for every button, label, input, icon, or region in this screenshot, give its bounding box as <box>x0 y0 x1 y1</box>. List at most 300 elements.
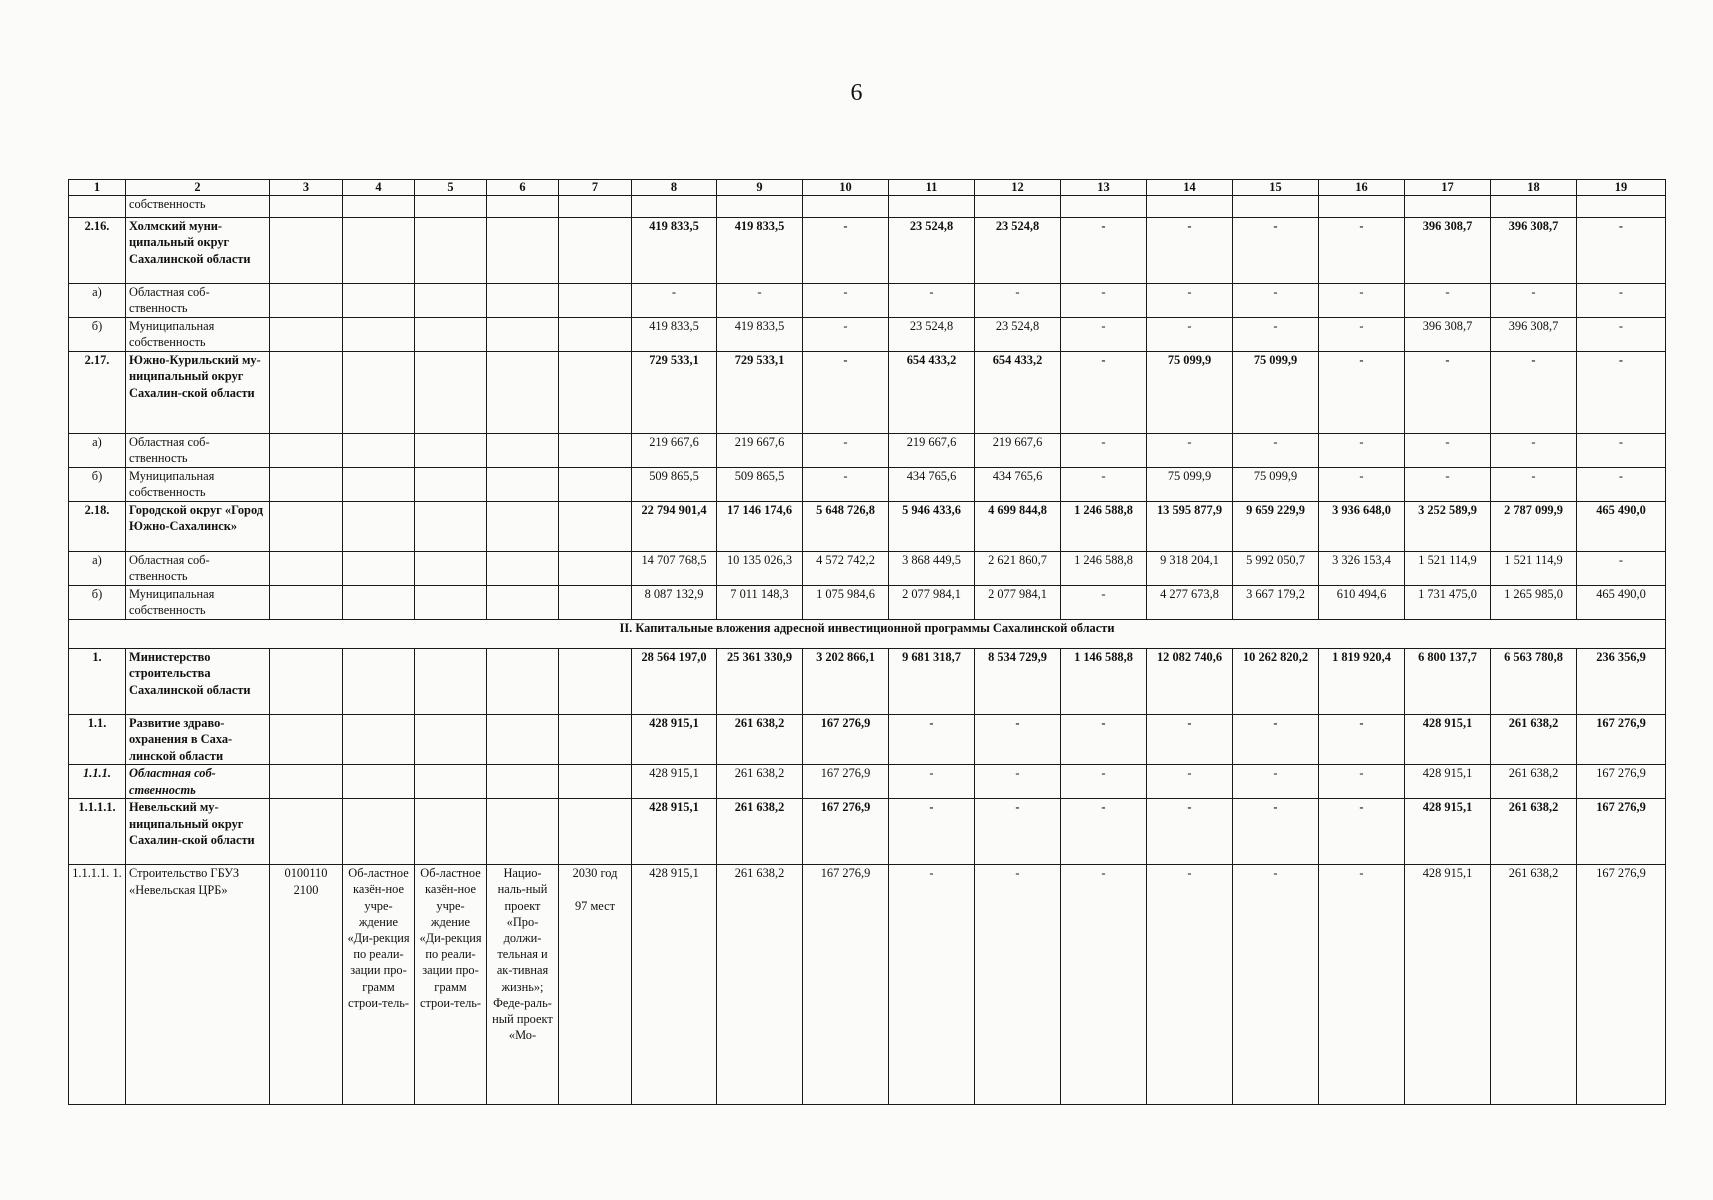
value-cell-col-15: 9 659 229,9 <box>1233 502 1319 552</box>
value-cell-col-16: - <box>1319 434 1405 468</box>
empty-cell <box>415 649 487 715</box>
column-number-16: 16 <box>1319 180 1405 196</box>
value-cell-col-18: 261 638,2 <box>1491 765 1577 799</box>
value-cell-col-16: - <box>1319 318 1405 352</box>
empty-cell <box>343 649 415 715</box>
value-cell-col-10: 3 202 866,1 <box>803 649 889 715</box>
row-name: Развитие здраво-охранения в Саха-линской области <box>126 715 270 765</box>
value-cell-col-17: 6 800 137,7 <box>1405 649 1491 715</box>
column-number-1: 1 <box>69 180 126 196</box>
value-cell-col-11: - <box>889 715 975 765</box>
value-cell-col-17: 396 308,7 <box>1405 218 1491 284</box>
value-cell-col-17: - <box>1405 284 1491 318</box>
row-name: Невельский му-ниципальный округ Сахалин-ской области <box>126 799 270 865</box>
empty-cell <box>270 715 343 765</box>
value-cell-col-11: 23 524,8 <box>889 218 975 284</box>
column-number-10: 10 <box>803 180 889 196</box>
row-number: б) <box>69 586 126 620</box>
value-cell-col-11: 219 667,6 <box>889 434 975 468</box>
value-cell-col-10: - <box>803 284 889 318</box>
empty-cell <box>415 284 487 318</box>
empty-cell <box>559 468 632 502</box>
value-cell-col-19: 236 356,9 <box>1577 649 1666 715</box>
value-cell-col-12: 654 433,2 <box>975 352 1061 434</box>
value-cell-col-19: - <box>1577 284 1666 318</box>
column-number-2: 2 <box>126 180 270 196</box>
value-cell-col-9: 7 011 148,3 <box>717 586 803 620</box>
column-number-4: 4 <box>343 180 415 196</box>
value-cell-col-14: 75 099,9 <box>1147 468 1233 502</box>
value-cell-col-13: - <box>1061 218 1147 284</box>
empty-cell <box>343 218 415 284</box>
empty-cell <box>415 715 487 765</box>
value-cell-col-18: 261 638,2 <box>1491 799 1577 865</box>
row-number: 1.1.1.1. 1. <box>69 865 126 1105</box>
value-cell-col-19: - <box>1577 352 1666 434</box>
empty-cell <box>487 218 559 284</box>
value-cell-col-13: 1 246 588,8 <box>1061 552 1147 586</box>
value-cell-col-10: - <box>803 218 889 284</box>
empty-cell <box>487 586 559 620</box>
empty-cell <box>343 284 415 318</box>
empty-cell <box>270 586 343 620</box>
value-cell-col-14: 13 595 877,9 <box>1147 502 1233 552</box>
value-cell-col-15: 75 099,9 <box>1233 352 1319 434</box>
table-row <box>69 865 1666 1105</box>
table-row <box>69 352 1666 434</box>
value-cell-col-16: - <box>1319 865 1405 1105</box>
row-name: Строительство ГБУЗ «Невельская ЦРБ» <box>126 865 270 1105</box>
empty-cell <box>270 552 343 586</box>
value-cell-col-9: 261 638,2 <box>717 765 803 799</box>
value-cell-col-18 <box>1491 196 1577 218</box>
value-cell-col-19: 167 276,9 <box>1577 865 1666 1105</box>
empty-cell <box>415 586 487 620</box>
value-cell-col-11: 9 681 318,7 <box>889 649 975 715</box>
empty-cell <box>415 502 487 552</box>
empty-cell <box>343 799 415 865</box>
value-cell-col-15: - <box>1233 318 1319 352</box>
value-cell-col-15: - <box>1233 218 1319 284</box>
column-number-15: 15 <box>1233 180 1319 196</box>
empty-cell <box>343 552 415 586</box>
empty-cell <box>559 196 632 218</box>
empty-cell <box>343 196 415 218</box>
value-cell-col-19: - <box>1577 434 1666 468</box>
column-number-7: 7 <box>559 180 632 196</box>
value-cell-col-8: 219 667,6 <box>632 434 717 468</box>
row-name: Областная соб-ственность <box>126 284 270 318</box>
value-cell-col-19: - <box>1577 552 1666 586</box>
empty-cell <box>343 468 415 502</box>
value-cell-col-17: 1 731 475,0 <box>1405 586 1491 620</box>
value-cell-col-19: 167 276,9 <box>1577 765 1666 799</box>
empty-cell <box>487 649 559 715</box>
developer-cell: Об-ластное казён-ное учре-ждение «Ди-рекция по реали-зации про-грамм строи-тель- <box>415 865 487 1105</box>
column-number-11: 11 <box>889 180 975 196</box>
row-name: собственность <box>126 196 270 218</box>
table-row <box>69 218 1666 284</box>
value-cell-col-8: - <box>632 284 717 318</box>
value-cell-col-19: 465 490,0 <box>1577 586 1666 620</box>
value-cell-col-11: 434 765,6 <box>889 468 975 502</box>
empty-cell <box>559 552 632 586</box>
empty-cell <box>487 196 559 218</box>
value-cell-col-19: 465 490,0 <box>1577 502 1666 552</box>
empty-cell <box>343 502 415 552</box>
value-cell-col-18: 396 308,7 <box>1491 218 1577 284</box>
value-cell-col-10: 167 276,9 <box>803 715 889 765</box>
value-cell-col-9: 419 833,5 <box>717 218 803 284</box>
empty-cell <box>415 799 487 865</box>
value-cell-col-18: - <box>1491 434 1577 468</box>
column-number-12: 12 <box>975 180 1061 196</box>
value-cell-col-14: - <box>1147 284 1233 318</box>
value-cell-col-15: 3 667 179,2 <box>1233 586 1319 620</box>
table-row <box>69 468 1666 502</box>
row-name: Городской округ «Город Южно-Сахалинск» <box>126 502 270 552</box>
value-cell-col-8: 428 915,1 <box>632 765 717 799</box>
column-number-5: 5 <box>415 180 487 196</box>
empty-cell <box>270 649 343 715</box>
value-cell-col-12: 23 524,8 <box>975 218 1061 284</box>
empty-cell <box>487 434 559 468</box>
value-cell-col-11: - <box>889 799 975 865</box>
customer-cell: Об-ластное казён-ное учре-ждение «Ди-рекция по реали-зации про-грамм строи-тель- <box>343 865 415 1105</box>
empty-cell <box>559 502 632 552</box>
empty-cell <box>343 765 415 799</box>
value-cell-col-17 <box>1405 196 1491 218</box>
value-cell-col-16: 3 936 648,0 <box>1319 502 1405 552</box>
value-cell-col-18: 396 308,7 <box>1491 318 1577 352</box>
value-cell-col-13: 1 246 588,8 <box>1061 502 1147 552</box>
column-number-18: 18 <box>1491 180 1577 196</box>
row-number: 1.1. <box>69 715 126 765</box>
empty-cell <box>415 765 487 799</box>
value-cell-col-9: 261 638,2 <box>717 715 803 765</box>
value-cell-col-15: 10 262 820,2 <box>1233 649 1319 715</box>
empty-cell <box>559 318 632 352</box>
value-cell-col-16: - <box>1319 284 1405 318</box>
value-cell-col-11: - <box>889 865 975 1105</box>
value-cell-col-15: - <box>1233 765 1319 799</box>
column-number-row <box>69 180 1666 196</box>
page-number: 6 <box>850 80 863 106</box>
value-cell-col-12: 219 667,6 <box>975 434 1061 468</box>
value-cell-col-15: - <box>1233 284 1319 318</box>
column-number-17: 17 <box>1405 180 1491 196</box>
row-name: Областная соб-ственность <box>126 765 270 799</box>
value-cell-col-13: - <box>1061 586 1147 620</box>
empty-cell <box>487 468 559 502</box>
value-cell-col-14: 9 318 204,1 <box>1147 552 1233 586</box>
empty-cell <box>415 196 487 218</box>
empty-cell <box>415 218 487 284</box>
value-cell-col-17: 428 915,1 <box>1405 765 1491 799</box>
value-cell-col-10: 167 276,9 <box>803 799 889 865</box>
value-cell-col-12: 2 077 984,1 <box>975 586 1061 620</box>
value-cell-col-14: - <box>1147 715 1233 765</box>
empty-cell <box>343 318 415 352</box>
value-cell-col-13: - <box>1061 284 1147 318</box>
value-cell-col-17: 3 252 589,9 <box>1405 502 1491 552</box>
value-cell-col-19: 167 276,9 <box>1577 799 1666 865</box>
value-cell-col-12: - <box>975 799 1061 865</box>
value-cell-col-18: 261 638,2 <box>1491 865 1577 1105</box>
row-number: б) <box>69 468 126 502</box>
row-name: Южно-Курильский му-ниципальный округ Сахалин-ской области <box>126 352 270 434</box>
value-cell-col-13: - <box>1061 765 1147 799</box>
value-cell-col-9: 261 638,2 <box>717 865 803 1105</box>
table-row <box>69 649 1666 715</box>
value-cell-col-15: - <box>1233 434 1319 468</box>
value-cell-col-8: 419 833,5 <box>632 218 717 284</box>
empty-cell <box>559 284 632 318</box>
empty-cell <box>270 434 343 468</box>
value-cell-col-16: - <box>1319 352 1405 434</box>
value-cell-col-15: - <box>1233 715 1319 765</box>
value-cell-col-18: 1 265 985,0 <box>1491 586 1577 620</box>
value-cell-col-17: 428 915,1 <box>1405 865 1491 1105</box>
value-cell-col-14: 75 099,9 <box>1147 352 1233 434</box>
value-cell-col-9: 25 361 330,9 <box>717 649 803 715</box>
value-cell-col-14: - <box>1147 799 1233 865</box>
value-cell-col-13: - <box>1061 799 1147 865</box>
table-row <box>69 586 1666 620</box>
value-cell-col-13 <box>1061 196 1147 218</box>
value-cell-col-9: 17 146 174,6 <box>717 502 803 552</box>
value-cell-col-10: 5 648 726,8 <box>803 502 889 552</box>
table-row <box>69 318 1666 352</box>
value-cell-col-8: 22 794 901,4 <box>632 502 717 552</box>
value-cell-col-14: - <box>1147 765 1233 799</box>
value-cell-col-11: - <box>889 765 975 799</box>
empty-cell <box>415 318 487 352</box>
empty-cell <box>343 715 415 765</box>
empty-cell <box>487 352 559 434</box>
empty-cell <box>487 765 559 799</box>
empty-cell <box>343 352 415 434</box>
row-number: а) <box>69 434 126 468</box>
value-cell-col-13: - <box>1061 715 1147 765</box>
value-cell-col-9: 10 135 026,3 <box>717 552 803 586</box>
value-cell-col-8: 428 915,1 <box>632 799 717 865</box>
value-cell-col-15: - <box>1233 799 1319 865</box>
column-number-19: 19 <box>1577 180 1666 196</box>
empty-cell <box>559 799 632 865</box>
value-cell-col-18: 261 638,2 <box>1491 715 1577 765</box>
empty-cell <box>559 765 632 799</box>
value-cell-col-12: 434 765,6 <box>975 468 1061 502</box>
value-cell-col-10 <box>803 196 889 218</box>
column-number-14: 14 <box>1147 180 1233 196</box>
empty-cell <box>415 434 487 468</box>
table-row <box>69 502 1666 552</box>
value-cell-col-13: - <box>1061 434 1147 468</box>
row-number: 2.16. <box>69 218 126 284</box>
value-cell-col-8: 428 915,1 <box>632 865 717 1105</box>
value-cell-col-10: - <box>803 352 889 434</box>
value-cell-col-14: - <box>1147 218 1233 284</box>
value-cell-col-16: 3 326 153,4 <box>1319 552 1405 586</box>
row-number: 1.1.1.1. <box>69 799 126 865</box>
empty-cell <box>559 352 632 434</box>
value-cell-col-13: - <box>1061 865 1147 1105</box>
row-number: 1. <box>69 649 126 715</box>
value-cell-col-18: - <box>1491 284 1577 318</box>
capacity: 97 мест <box>574 898 616 913</box>
empty-cell <box>487 715 559 765</box>
row-number: а) <box>69 284 126 318</box>
value-cell-col-12 <box>975 196 1061 218</box>
value-cell-col-12: - <box>975 284 1061 318</box>
row-number: а) <box>69 552 126 586</box>
row-number: 2.17. <box>69 352 126 434</box>
value-cell-col-9 <box>717 196 803 218</box>
value-cell-col-10: - <box>803 468 889 502</box>
section-title: II. Капитальные вложения адресной инвестиционной программы Сахалинской области <box>69 620 1666 649</box>
value-cell-col-14: 12 082 740,6 <box>1147 649 1233 715</box>
value-cell-col-11: - <box>889 284 975 318</box>
investment-table <box>68 179 1666 1105</box>
table-row <box>69 715 1666 765</box>
value-cell-col-10: 4 572 742,2 <box>803 552 889 586</box>
value-cell-col-14: - <box>1147 865 1233 1105</box>
value-cell-col-19: - <box>1577 468 1666 502</box>
value-cell-col-11: 5 946 433,6 <box>889 502 975 552</box>
row-name: Муниципальная собственность <box>126 586 270 620</box>
value-cell-col-10: - <box>803 318 889 352</box>
value-cell-col-18: 1 521 114,9 <box>1491 552 1577 586</box>
row-number <box>69 196 126 218</box>
column-number-3: 3 <box>270 180 343 196</box>
value-cell-col-17: - <box>1405 468 1491 502</box>
table-row <box>69 434 1666 468</box>
value-cell-col-19 <box>1577 196 1666 218</box>
empty-cell <box>270 218 343 284</box>
value-cell-col-19: - <box>1577 318 1666 352</box>
value-cell-col-8 <box>632 196 717 218</box>
value-cell-col-15: 75 099,9 <box>1233 468 1319 502</box>
value-cell-col-15 <box>1233 196 1319 218</box>
value-cell-col-12: 23 524,8 <box>975 318 1061 352</box>
empty-cell <box>487 502 559 552</box>
column-number-9: 9 <box>717 180 803 196</box>
row-number: б) <box>69 318 126 352</box>
value-cell-col-14: - <box>1147 318 1233 352</box>
empty-cell <box>487 318 559 352</box>
row-name: Муниципальная собственность <box>126 468 270 502</box>
value-cell-col-10: 1 075 984,6 <box>803 586 889 620</box>
value-cell-col-16: - <box>1319 715 1405 765</box>
value-cell-col-11: 2 077 984,1 <box>889 586 975 620</box>
value-cell-col-18: 6 563 780,8 <box>1491 649 1577 715</box>
term-capacity-cell <box>559 865 632 1105</box>
empty-cell <box>559 434 632 468</box>
value-cell-col-11: 654 433,2 <box>889 352 975 434</box>
empty-cell <box>270 765 343 799</box>
empty-cell <box>270 799 343 865</box>
value-cell-col-9: 219 667,6 <box>717 434 803 468</box>
column-number-6: 6 <box>487 180 559 196</box>
value-cell-col-17: 396 308,7 <box>1405 318 1491 352</box>
value-cell-col-11 <box>889 196 975 218</box>
value-cell-col-18: - <box>1491 468 1577 502</box>
value-cell-col-9: 419 833,5 <box>717 318 803 352</box>
value-cell-col-12: - <box>975 865 1061 1105</box>
value-cell-col-12: 4 699 844,8 <box>975 502 1061 552</box>
section-header-row <box>69 620 1666 649</box>
value-cell-col-16: 1 819 920,4 <box>1319 649 1405 715</box>
value-cell-col-8: 28 564 197,0 <box>632 649 717 715</box>
value-cell-col-17: - <box>1405 352 1491 434</box>
value-cell-col-9: 261 638,2 <box>717 799 803 865</box>
empty-cell <box>559 218 632 284</box>
value-cell-col-18: - <box>1491 352 1577 434</box>
value-cell-col-12: 8 534 729,9 <box>975 649 1061 715</box>
table-row <box>69 284 1666 318</box>
value-cell-col-8: 14 707 768,5 <box>632 552 717 586</box>
value-cell-col-15: - <box>1233 865 1319 1105</box>
completion-year: 2030 год <box>572 866 618 881</box>
empty-cell <box>270 468 343 502</box>
row-name: Холмский муни-ципальный округ Сахалинской области <box>126 218 270 284</box>
value-cell-col-12: - <box>975 765 1061 799</box>
value-cell-col-16 <box>1319 196 1405 218</box>
empty-cell <box>487 552 559 586</box>
empty-cell <box>415 552 487 586</box>
value-cell-col-8: 729 533,1 <box>632 352 717 434</box>
value-cell-col-8: 8 087 132,9 <box>632 586 717 620</box>
value-cell-col-12: - <box>975 715 1061 765</box>
value-cell-col-16: - <box>1319 799 1405 865</box>
row-name: Областная соб-ственность <box>126 552 270 586</box>
empty-cell <box>270 196 343 218</box>
row-name: Министерство строительства Сахалинской области <box>126 649 270 715</box>
value-cell-col-17: - <box>1405 434 1491 468</box>
project-cell: Нацио-наль-ный проект «Про-должи-тельная и ак-тивная жизнь»; Феде-раль-ный проект «Мо- <box>487 865 559 1105</box>
value-cell-col-11: 23 524,8 <box>889 318 975 352</box>
value-cell-col-10: 167 276,9 <box>803 765 889 799</box>
empty-cell <box>270 318 343 352</box>
value-cell-col-13: - <box>1061 468 1147 502</box>
empty-cell <box>270 284 343 318</box>
budget-code: 0100110 2100 <box>270 865 343 1105</box>
empty-cell <box>559 586 632 620</box>
value-cell-col-13: - <box>1061 352 1147 434</box>
empty-cell <box>270 352 343 434</box>
value-cell-col-16: - <box>1319 468 1405 502</box>
value-cell-col-8: 419 833,5 <box>632 318 717 352</box>
value-cell-col-16: 610 494,6 <box>1319 586 1405 620</box>
row-number: 1.1.1. <box>69 765 126 799</box>
value-cell-col-12: 2 621 860,7 <box>975 552 1061 586</box>
empty-cell <box>415 468 487 502</box>
table-row <box>69 799 1666 865</box>
table-row <box>69 552 1666 586</box>
row-name: Муниципальная собственность <box>126 318 270 352</box>
column-number-13: 13 <box>1061 180 1147 196</box>
empty-cell <box>343 434 415 468</box>
value-cell-col-13: - <box>1061 318 1147 352</box>
value-cell-col-17: 428 915,1 <box>1405 799 1491 865</box>
value-cell-col-16: - <box>1319 765 1405 799</box>
value-cell-col-8: 509 865,5 <box>632 468 717 502</box>
value-cell-col-18: 2 787 099,9 <box>1491 502 1577 552</box>
value-cell-col-9: 509 865,5 <box>717 468 803 502</box>
value-cell-col-17: 428 915,1 <box>1405 715 1491 765</box>
value-cell-col-14: 4 277 673,8 <box>1147 586 1233 620</box>
